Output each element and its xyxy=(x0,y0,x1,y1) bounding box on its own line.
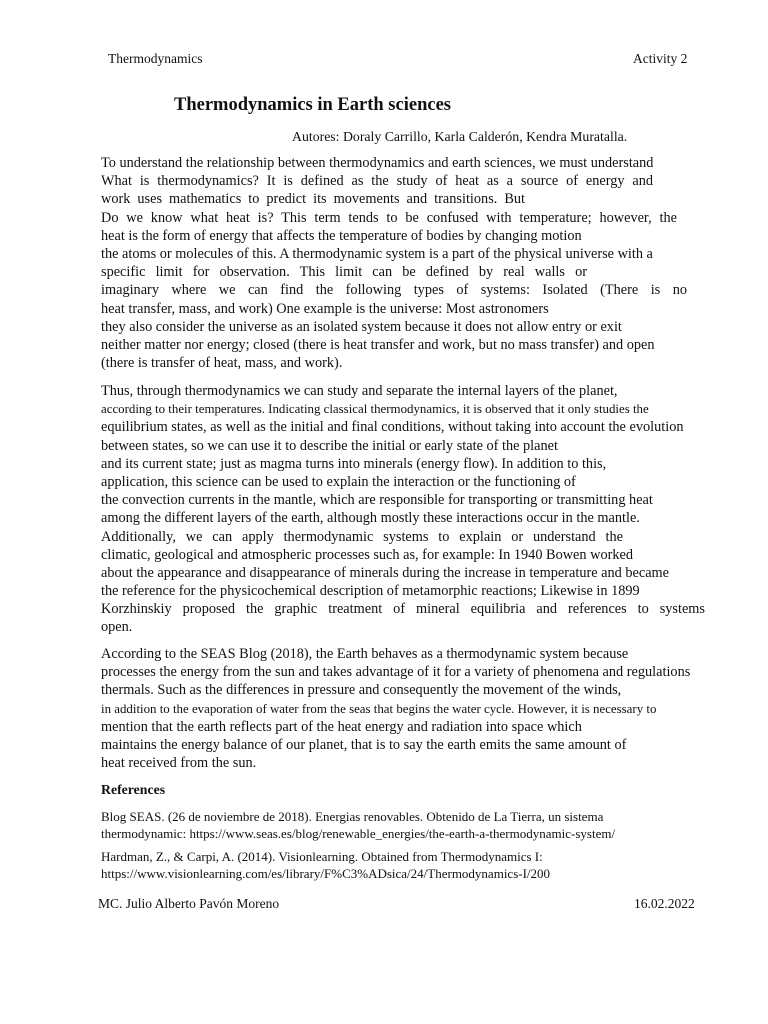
paragraph-line: According to the SEAS Blog (2018), the Earth behaves as a thermodynamic system because xyxy=(101,646,629,662)
paragraph-line: and its current state; just as magma turns into minerals (energy flow). In addition to this, xyxy=(101,455,607,472)
paragraph-1 xyxy=(101,154,707,372)
paragraph-line: the convection currents in the mantle, which are responsible for transporting or transmitting heat xyxy=(101,492,653,509)
paragraph-line: heat is the form of energy that affects the temperature of bodies by changing motion xyxy=(101,227,582,244)
paragraph-line: application, this science can be used to explain the interaction or the functioning of xyxy=(101,473,576,490)
paragraph-line: equilibrium states, as well as the initial and final conditions, without taking into account the evolution xyxy=(101,419,684,436)
paragraph-line: work uses mathematics to predict its movements and transitions. But xyxy=(101,191,525,208)
paragraph-line: according to their temperatures. Indicating classical thermodynamics, it is observed that it only studies the xyxy=(101,402,649,417)
paragraph-line: the atoms or molecules of this. A thermodynamic system is a part of the physical universe with a xyxy=(101,245,653,262)
paragraph-line: maintains the energy balance of our planet, that is to say the earth emits the same amount of xyxy=(101,736,627,753)
document-authors: Autores: Doraly Carrillo, Karla Calderón, Kendra Muratalla. xyxy=(292,129,628,144)
paragraph-line: To understand the relationship between thermodynamics and earth sciences, we must understand xyxy=(101,155,654,171)
reference-line: thermodynamic: https://www.seas.es/blog/renewable_energies/the-earth-a-thermodynamic-system/ xyxy=(101,826,616,841)
footer-date: 16.02.2022 xyxy=(634,896,695,911)
footer-author: MC. Julio Alberto Pavón Moreno xyxy=(98,896,280,911)
references-heading: References xyxy=(101,782,166,797)
paragraph-line: mention that the earth reflects part of the heat energy and radiation into space which xyxy=(101,718,582,735)
paragraph-line: open. xyxy=(101,619,133,636)
paragraph-2 xyxy=(101,382,707,637)
header-activity: Activity 2 xyxy=(633,51,688,66)
paragraph-line: thermals. Such as the differences in pressure and consequently the movement of the winds, xyxy=(101,682,622,699)
reference-line: Hardman, Z., & Carpi, A. (2014). Visionlearning. Obtained from Thermodynamics I: xyxy=(101,849,543,864)
paragraph-line: the reference for the physicochemical description of metamorphic reactions; Likewise in 1899 xyxy=(101,583,640,600)
paragraph-line: What is thermodynamics? It is defined as the study of heat as a source of energy and xyxy=(101,173,653,190)
reference-line: https://www.visionlearning.com/es/library/F%C3%ADsica/24/Thermodynamics-I/200 xyxy=(101,866,551,881)
paragraph-line: heat transfer, mass, and work) One example is the universe: Most astronomers xyxy=(101,300,549,317)
paragraph-line: climatic, geological and atmospheric processes such as, for example: In 1940 Bowen worked xyxy=(101,546,634,563)
paragraph-line: between states, so we can use it to describe the initial or early state of the planet xyxy=(101,437,558,454)
paragraph-line: Korzhinskiy proposed the graphic treatment of mineral equilibria and references to systems xyxy=(101,601,705,618)
reference-line: Blog SEAS. (26 de noviembre de 2018). Energias renovables. Obtenido de La Tierra, un sistema xyxy=(101,809,604,824)
paragraph-line: (there is transfer of heat, mass, and work). xyxy=(101,355,343,372)
paragraph-line: Thus, through thermodynamics we can study and separate the internal layers of the planet, xyxy=(101,383,618,399)
paragraph-line: Additionally, we can apply thermodynamic systems to explain or understand the xyxy=(101,528,623,545)
paragraph-line: neither matter nor energy; closed (there is heat transfer and work, but no mass transfer) and open xyxy=(101,336,655,353)
paragraph-line: processes the energy from the sun and takes advantage of it for a variety of phenomena and regulations xyxy=(101,664,691,681)
reference-item-1 xyxy=(101,808,721,842)
paragraph-line: heat received from the sun. xyxy=(101,755,257,772)
paragraph-line: among the different layers of the earth, although mostly these interactions occur in the mantle. xyxy=(101,510,640,527)
paragraph-line: they also consider the universe as an isolated system because it does not allow entry or exit xyxy=(101,318,622,335)
paragraph-3 xyxy=(101,645,707,772)
paragraph-line: about the appearance and disappearance of minerals during the increase in temperature and became xyxy=(101,564,670,581)
paragraph-line: specific limit for observation. This limit can be defined by real walls or xyxy=(101,264,587,281)
header-course: Thermodynamics xyxy=(108,51,203,66)
paragraph-line: in addition to the evaporation of water from the seas that begins the water cycle. However, it is necessary to xyxy=(101,701,657,716)
reference-item-2 xyxy=(101,848,721,882)
paragraph-line: imaginary where we can find the following types of systems: Isolated (There is no xyxy=(101,282,687,299)
document-title: Thermodynamics in Earth sciences xyxy=(174,95,451,115)
paragraph-line: Do we know what heat is? This term tends to be confused with temperature; however, the xyxy=(101,209,677,226)
